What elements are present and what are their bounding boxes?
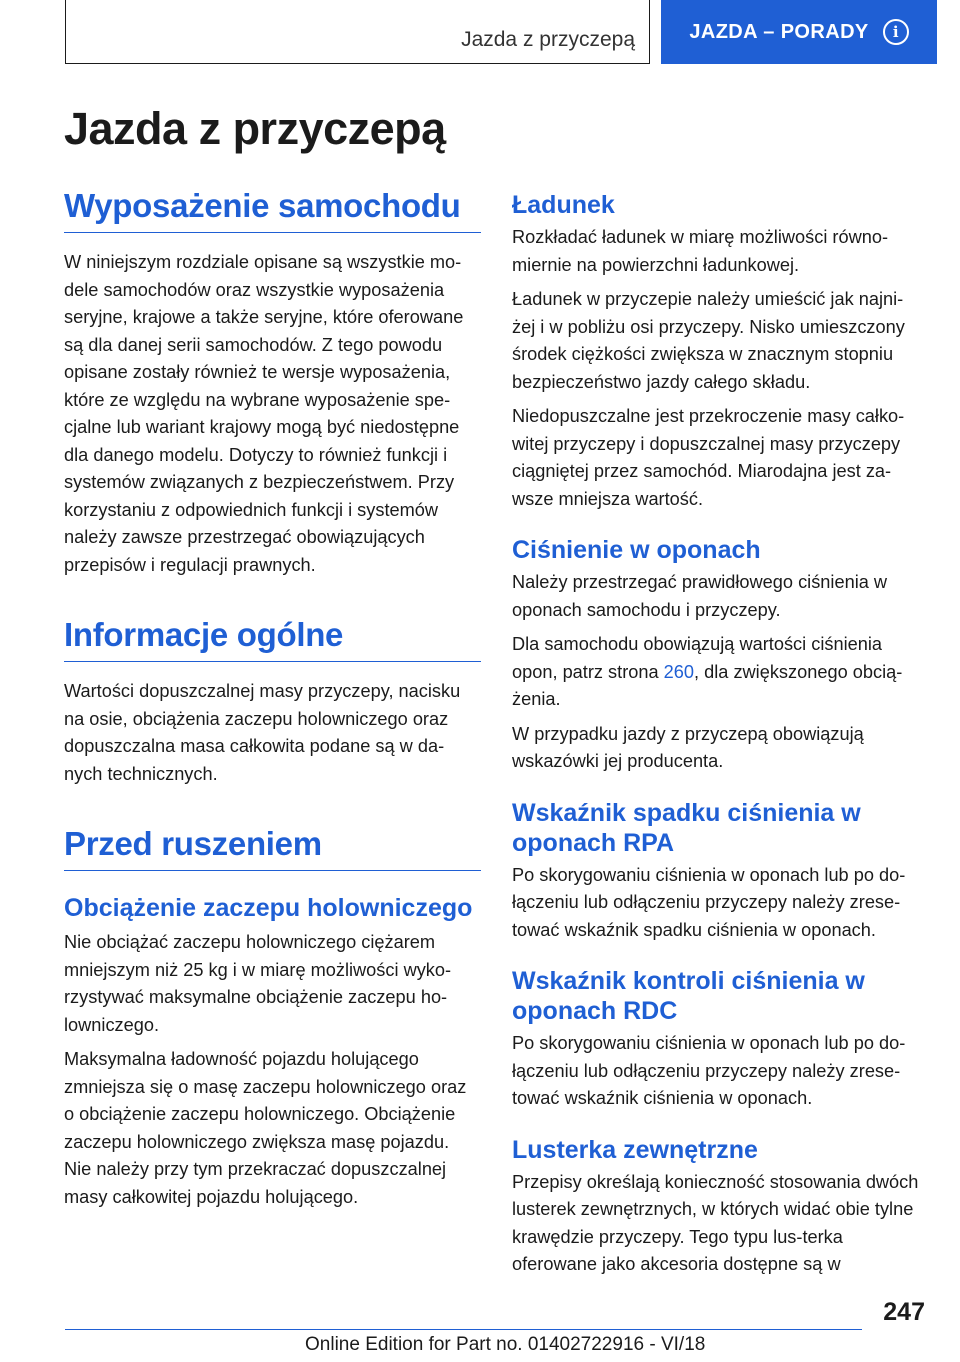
rpa-paragraph: Po skorygowaniu ciśnienia w oponach lub po do-łączeniu lub odłączeniu przyczepy należy zrese-tować wskaźnik spadku ciśnienia w oponach. bbox=[512, 864, 906, 940]
load-paragraph-1: Rozkładać ładunek w miarę możliwości równo-miernie na powierzchni ładunkowej. bbox=[512, 227, 889, 275]
footer-edition bbox=[305, 1334, 705, 1356]
header-divider bbox=[649, 0, 650, 64]
page-number: 247 bbox=[883, 1298, 925, 1326]
load-paragraph-2: Ładunek w przyczepie należy umieścić jak najni-żej i w pobliżu osi przyczepy. Nisko umieszczony środek ciężkości zwiększa w znacznym stopniu bezpieczeństwo jazdy całego składu. bbox=[512, 289, 905, 392]
subheading-mirrors: Lusterka zewnętrzne bbox=[512, 1135, 758, 1164]
tire-pressure-text-after-link: , dla zwiększonego obcią-żenia. bbox=[512, 661, 903, 709]
chapter-tab[interactable] bbox=[661, 0, 937, 64]
footer-rule bbox=[65, 1329, 862, 1330]
tow-hitch-paragraph-1: Nie obciążać zaczepu holowniczego ciężarem mniejszym niż 25 kg i w miarę możliwości wyko-rzystywać maksymalne obciążenie zaczepu ho-lowniczego. bbox=[64, 932, 452, 1035]
rdc-paragraph: Po skorygowaniu ciśnienia w oponach lub po do-łączeniu lub odłączeniu przyczepy należy zrese-tować wskaźnik ciśnienia w oponach. bbox=[512, 1033, 906, 1108]
page-reference-link[interactable]: 260 bbox=[663, 661, 695, 682]
header-bottom-rule bbox=[65, 63, 650, 64]
tire-pressure-paragraph-2 bbox=[512, 631, 924, 714]
subheading-load: Ładunek bbox=[512, 191, 615, 219]
section-heading-general: Informacje ogólne bbox=[64, 615, 481, 662]
tire-pressure-text-before-link: Dla samochodu obowiązują wartości ciśnienia opon, patrz strona bbox=[512, 634, 883, 682]
right-column bbox=[512, 190, 924, 1279]
subheading-tow-hitch-load: Obciążenie zaczepu holowniczego bbox=[64, 894, 473, 922]
header-section-title: Jazda z przyczepą bbox=[461, 28, 635, 51]
load-paragraph-3: Niedopuszczalne jest przekroczenie masy całko-witej przyczepy i dopuszczalnej masy przyczepy ciągniętej przez samochód. Miarodajna jest za-wsze mniejsza wartość. bbox=[512, 406, 905, 509]
mirrors-paragraph: Przepisy określają konieczność stosowania dwóch lusterek zewnętrznych, w których widać obie tylne krawędzie przyczepy. Tego typu lus-terka oferowane jako akcesoria dostępne są w bbox=[512, 1171, 919, 1274]
info-icon[interactable]: i bbox=[883, 19, 909, 45]
subheading-rpa: Wskaźnik spadku ciśnienia w oponach RPA bbox=[512, 798, 861, 857]
subheading-tire-pressure: Ciśnienie w oponach bbox=[512, 536, 761, 564]
tow-hitch-paragraph-2: Maksymalna ładowność pojazdu holującego zmniejsza się o masę zaczepu holowniczego oraz o obciążenie zaczepu holowniczego. Obciążenie zaczepu holowniczego zwiększa masę pojazdu. Nie należy przy tym przekraczać dopuszczalnej masy całkowitej pojazdu holującego. bbox=[64, 1049, 467, 1207]
page-title: Jazda z przyczepą bbox=[64, 103, 446, 154]
general-paragraph: Wartości dopuszczalnej masy przyczepy, nacisku na osie, obciążenia zaczepu holowniczego oraz dopuszczalna masa całkowita podane są w da-nych technicznych. bbox=[64, 681, 461, 784]
section-heading-equipment: Wyposażenie samochodu bbox=[64, 186, 481, 233]
footer-edition-text: Online Edition for Part no. 01402722916 - VI/18 bbox=[305, 1334, 706, 1355]
tire-pressure-paragraph-3: W przypadku jazdy z przyczepą obowiązują wskazówki jej producenta. bbox=[512, 723, 864, 771]
header-left-rule bbox=[65, 0, 66, 64]
chapter-tab-label: JAZDA – PORADY bbox=[689, 20, 869, 43]
left-column bbox=[64, 186, 481, 1211]
section-heading-before-driving: Przed ruszeniem bbox=[64, 824, 481, 871]
equipment-paragraph: W niniejszym rozdziale opisane są wszystkie mo-dele samochodów oraz wszystkie wyposażenia seryjne, krajowe a także seryjne, które oferowane są dla danej serii samochodów. Z tego powodu opisane zostały również te wersje wyposażenia, które ze względu na wybrane wyposażenie spe-cjalne lub wariant krajowy mogą być niedostępne dla danego modelu. Dotyczy to również funkcji i systemów związanych z bezpieczeństwem. Przy korzystaniu z odpowiednich funkcji i systemów należy zawsze przestrzegać obowiązujących przepisów i regulacji prawnych. bbox=[64, 252, 464, 575]
tire-pressure-paragraph-1: Należy przestrzegać prawidłowego ciśnienia w oponach samochodu i przyczepy. bbox=[512, 572, 888, 620]
subheading-rdc: Wskaźnik kontroli ciśnienia w oponach RDC bbox=[512, 967, 865, 1025]
